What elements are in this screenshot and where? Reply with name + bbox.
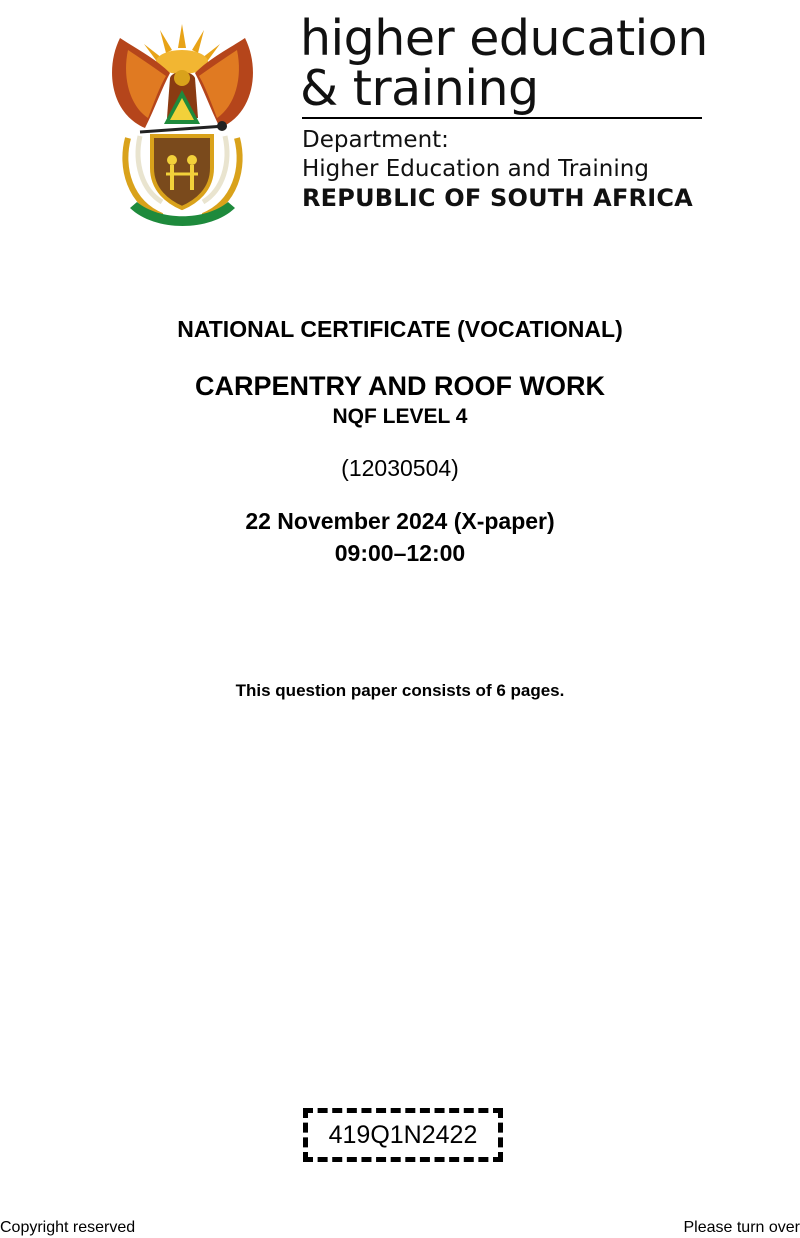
paper-id-box <box>303 1108 503 1162</box>
coat-of-arms-icon <box>100 18 265 230</box>
subject-title: CARPENTRY AND ROOF WORK <box>195 371 605 401</box>
paper-id: 419Q1N2422 <box>328 1120 478 1149</box>
page-count-note: This question paper consists of 6 pages. <box>235 681 565 700</box>
subject-code: (12030504) <box>341 455 459 481</box>
exam-date: 22 November 2024 (X-paper) <box>245 508 555 534</box>
qualification-title: NATIONAL CERTIFICATE (VOCATIONAL) <box>177 316 623 342</box>
brand-divider <box>302 117 702 119</box>
footer-copyright: Copyright reserved <box>0 1219 136 1236</box>
nqf-level: NQF LEVEL 4 <box>332 405 468 428</box>
footer-turn-over: Please turn over <box>683 1219 800 1236</box>
exam-time: 09:00–12:00 <box>334 540 466 566</box>
department-label: Department: <box>302 127 449 153</box>
department-name: Higher Education and Training <box>302 156 649 182</box>
brand-title-line2: & training <box>300 60 539 117</box>
country-name: REPUBLIC OF SOUTH AFRICA <box>302 184 693 212</box>
brand-title-line1: higher education <box>300 10 708 67</box>
